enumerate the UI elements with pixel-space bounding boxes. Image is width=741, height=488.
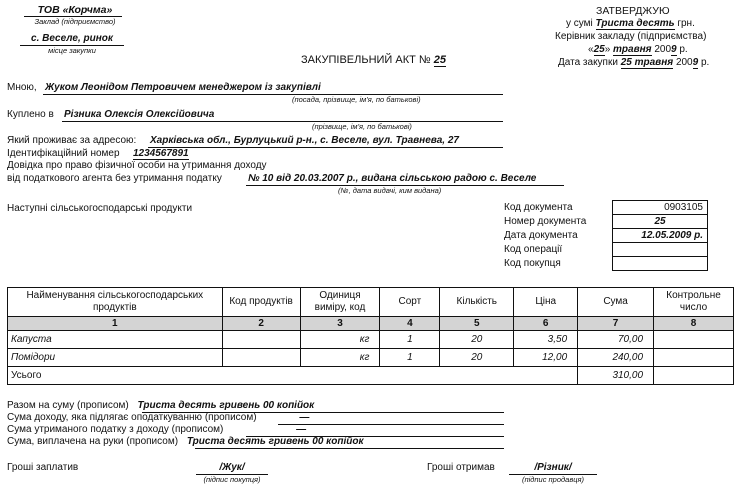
approval-sum-suffix: грн.: [677, 18, 695, 29]
column-number: 5: [440, 317, 514, 331]
summary-line: [7, 424, 306, 435]
approval-date-year-prefix: 200: [654, 44, 672, 55]
address-value: Харківська обл., Бурлуцький р-н., с. Веселе, вул. Травнева, 27: [150, 135, 459, 146]
document-codes-table: [500, 200, 708, 271]
summary-underline: [278, 424, 504, 425]
column-header-unit: Одиниця виміру, код: [300, 288, 380, 317]
cell-check: [654, 331, 734, 349]
cell-grade: 1: [380, 331, 440, 349]
code-value: [613, 243, 708, 257]
code-label: Код документа: [504, 202, 573, 213]
summary-value: —: [296, 424, 307, 435]
column-header-check: Контрольне число: [654, 288, 734, 317]
products-table: [7, 287, 734, 385]
approval-date-quote-close: »: [604, 44, 611, 55]
approval-title: ЗАТВЕРДЖУЮ: [596, 5, 670, 17]
table-total-row: [8, 367, 734, 385]
bought-from-label: Куплено в: [7, 109, 54, 120]
products-intro: Наступні сільськогосподарські продукти: [7, 203, 193, 214]
summary-line: [7, 400, 314, 411]
certificate-value: № 10 від 20.03.2007 р., видана сільською радою с. Веселе: [248, 173, 537, 184]
summary-value: Триста десять гривень 00 копійок: [137, 400, 315, 411]
approval-date: [588, 44, 688, 55]
summary-value: —: [299, 412, 310, 423]
column-number: 3: [300, 317, 380, 331]
code-row: [500, 243, 708, 257]
cell-grade: 1: [380, 349, 440, 367]
summary-label: Разом на суму (прописом): [7, 400, 129, 411]
code-label: Код покупця: [504, 258, 561, 269]
column-header-price: Ціна: [514, 288, 578, 317]
approval-date-year-last: 9: [671, 44, 677, 55]
paid-caption: (підпис покупця): [203, 475, 261, 484]
summary-underline: [195, 448, 504, 449]
purchase-place: с. Веселе, ринок: [31, 33, 113, 44]
certificate-line1: Довідка про право фізичної особи на утримання доходу: [7, 160, 267, 171]
code-row: [500, 201, 708, 215]
address-underline: [148, 147, 503, 148]
code-value: [613, 257, 708, 271]
cell-quantity: 20: [440, 331, 514, 349]
code-value: 25: [613, 215, 708, 229]
certificate-label: від податкового агента без утримання податку: [7, 173, 222, 184]
column-header-name: Найменування сільськогосподарських продуктів: [8, 288, 223, 317]
cell-price: 12,00: [514, 349, 578, 367]
approval-date-year-suffix: р.: [679, 44, 688, 55]
approval-date-day: 25: [593, 44, 605, 55]
by-me-label: Мною,: [7, 82, 37, 93]
column-header-sum: Сума: [578, 288, 654, 317]
approval-sum-line: [566, 18, 695, 29]
column-number: 2: [222, 317, 300, 331]
received-label: Гроші отримав: [427, 462, 495, 473]
purchase-year-suffix: р.: [700, 57, 710, 68]
code-value: 0903105: [613, 201, 708, 215]
approval-date-quote-open: «: [588, 44, 594, 55]
organization-name: ТОВ «Корчма»: [37, 4, 113, 16]
purchase-year-last: 9: [692, 57, 699, 68]
by-me-caption: (посада, прізвище, ім'я, по батькові): [292, 95, 421, 104]
column-number: 1: [8, 317, 223, 331]
code-value: 12.05.2009 р.: [613, 229, 708, 243]
code-row: [500, 229, 708, 243]
by-me-underline: [43, 94, 503, 95]
column-number: 4: [380, 317, 440, 331]
code-label: Номер документа: [504, 216, 587, 227]
received-signature: /Різник/: [534, 462, 572, 473]
column-number: 8: [654, 317, 734, 331]
code-label: Дата документа: [504, 230, 578, 241]
summary-label: Сума, виплачена на руки (прописом): [7, 436, 179, 447]
cell-quantity: 20: [440, 349, 514, 367]
table-header-row: [8, 288, 734, 317]
cell-name: Помідори: [8, 349, 223, 367]
bought-from-underline: [62, 121, 503, 122]
cell-sum: 240,00: [578, 349, 654, 367]
cell-unit: кг: [300, 349, 380, 367]
cell-code: [222, 331, 300, 349]
cell-unit: кг: [300, 331, 380, 349]
code-label: Код операції: [504, 244, 563, 255]
purchase-date-value: 25 травня: [620, 57, 674, 68]
code-row: [500, 257, 708, 271]
document-number: 25: [433, 54, 447, 66]
table-row: [8, 349, 734, 367]
summary-label: Сума доходу, яка підлягає оподаткуванню (прописом): [7, 412, 257, 423]
purchase-date-label: Дата закупки: [558, 57, 618, 68]
document-title: [301, 54, 446, 66]
certificate-caption: (№, дата видачі, ким видана): [338, 186, 442, 195]
organization-caption: Заклад (підприємство): [34, 17, 116, 26]
summary-line: [7, 412, 309, 423]
cell-sum: 70,00: [578, 331, 654, 349]
document-title-text: ЗАКУПІВЕЛЬНИЙ АКТ №: [301, 54, 431, 66]
cell-check: [654, 349, 734, 367]
tax-id-value: 1234567891: [133, 148, 189, 159]
cell-name: Капуста: [8, 331, 223, 349]
column-number-row: [8, 317, 734, 331]
approval-date-month: травня: [613, 44, 652, 55]
purchase-date-line: [558, 57, 709, 68]
by-me-value: Жуком Леонідом Петровичем менеджером із закупівлі: [45, 82, 321, 93]
total-sum: 310,00: [578, 367, 654, 385]
summary-label: Сума утриманого податку з доходу (прописом): [7, 424, 224, 435]
tax-id-label: Ідентифікаційний номер: [7, 148, 120, 159]
approval-sum-words: Триста десять: [595, 18, 675, 29]
cell-code: [222, 349, 300, 367]
table-row: [8, 331, 734, 349]
paid-signature: /Жук/: [219, 462, 245, 473]
total-check: [654, 367, 734, 385]
received-caption: (підпис продавця): [521, 475, 585, 484]
address-label: Який проживає за адресою:: [7, 135, 137, 146]
cell-price: 3,50: [514, 331, 578, 349]
place-caption: місце закупки: [48, 46, 96, 55]
bought-from-value: Різника Олексія Олексійовича: [64, 109, 215, 120]
column-number: 6: [514, 317, 578, 331]
bought-from-caption: (прізвище, ім'я, по батькові): [312, 122, 412, 131]
purchase-year-prefix: 200: [675, 57, 693, 68]
total-label: Усього: [8, 367, 578, 385]
approval-sum-prefix: у сумі: [566, 18, 593, 29]
column-header-code: Код продуктів: [222, 288, 300, 317]
column-number: 7: [578, 317, 654, 331]
summary-value: Триста десять гривень 00 копійок: [186, 436, 364, 447]
column-header-quantity: Кількість: [440, 288, 514, 317]
code-row: [500, 215, 708, 229]
column-header-grade: Сорт: [380, 288, 440, 317]
approval-head-line: Керівник закладу (підприємства): [555, 31, 707, 42]
paid-label: Гроші заплатив: [7, 462, 79, 473]
summary-line: [7, 436, 364, 447]
